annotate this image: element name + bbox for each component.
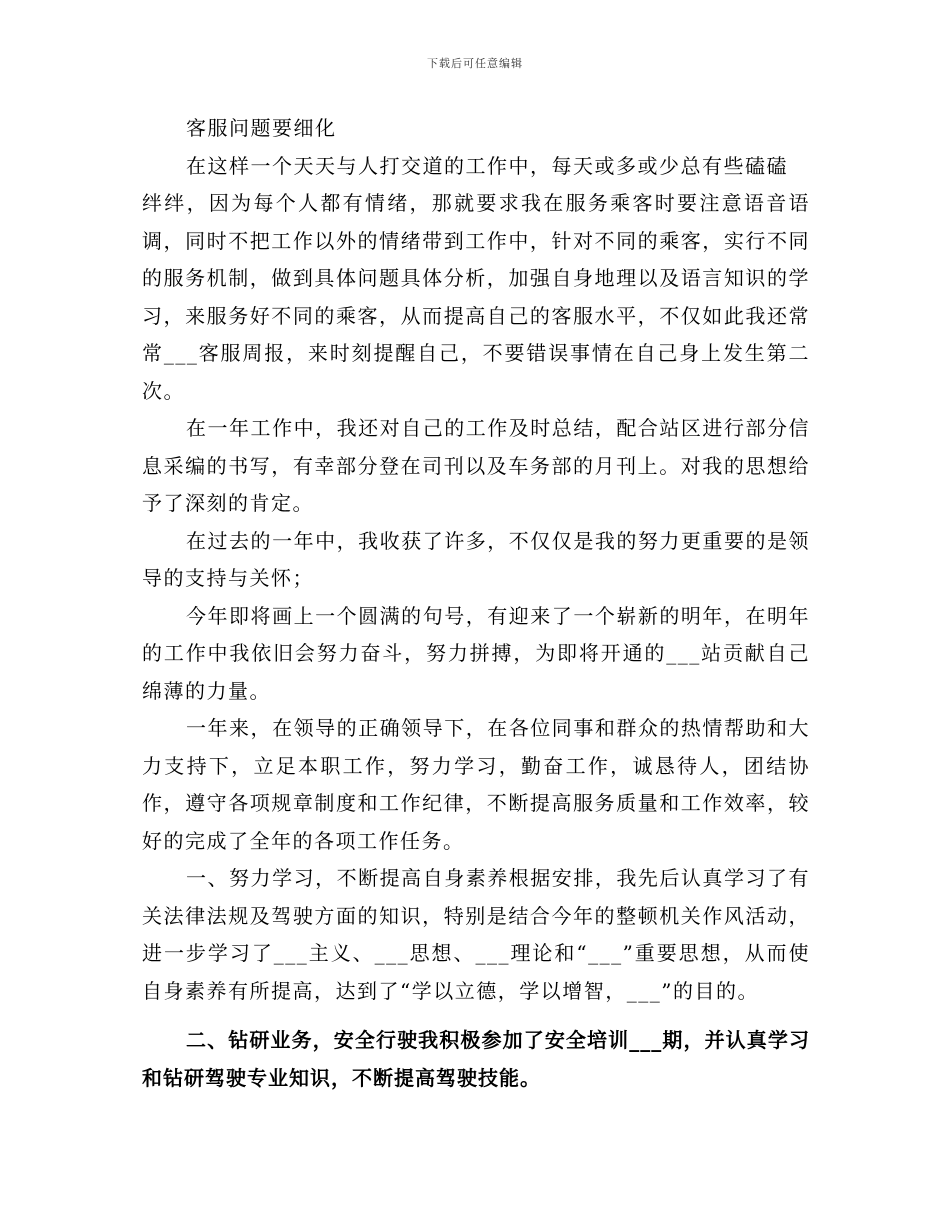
bold-section-paragraph: 二、钻研业务，安全行驶我积极参加了安全培训___期，并认真学习和钻研驾驶专业知识，不断提高驾驶技能。 [142,1028,810,1090]
paragraph: 在这样一个天天与人打交道的工作中，每天或多或少总有些磕磕 [186,153,788,178]
document-body [142,110,810,1097]
paragraph: 今年即将画上一个圆满的句号，有迎来了一个崭新的明年，在明年的工作中我依旧会努力奋斗，努力拼搏，为即将开通的___站贡献自己绵薄的力量。 [142,603,810,703]
paragraph: 在过去的一年中，我收获了许多，不仅仅是我的努力更重要的是领导的支持与关怀； [142,528,810,590]
section-heading: 客服问题要细化 [186,116,337,140]
paragraph: 一年来，在领导的正确领导下，在各位同事和群众的热情帮助和大力支持下，立足本职工作，努力学习，勤奋工作，诚恳待人，团结协作，遵守各项规章制度和工作纪律，不断提高服务质量和工作效率，较好的完成了全年的各项工作任务。 [142,716,810,853]
paragraph: 绊绊，因为每个人都有情绪，那就要求我在服务乘客时要注意语音语调，同时不把工作以外的情绪带到工作中，针对不同的乘客，实行不同的服务机制，做到具体问题具体分析，加强自身地理以及语言知识的学习，来服务好不同的乘客，从而提高自己的客服水平，不仅如此我还常常___客服周报，来时刻提醒自己，不要错误事情在自己身上发生第二次。 [142,191,810,403]
paragraph: 在一年工作中，我还对自己的工作及时总结，配合站区进行部分信息采编的书写，有幸部分登在司刊以及车务部的月刊上。对我的思想给予了深刻的肯定。 [142,416,810,515]
paragraph: 一、努力学习，不断提高自身素养根据安排，我先后认真学习了有关法律法规及驾驶方面的知识，特别是结合今年的整顿机关作风活动，进一步学习了___主义、___思想、___理论和“___”重要思想，从而使自身素养有所提高，达到了“学以立德，学以增智，___”的目的。 [142,866,810,1003]
page-header: 下载后可任意编辑 [427,57,523,70]
